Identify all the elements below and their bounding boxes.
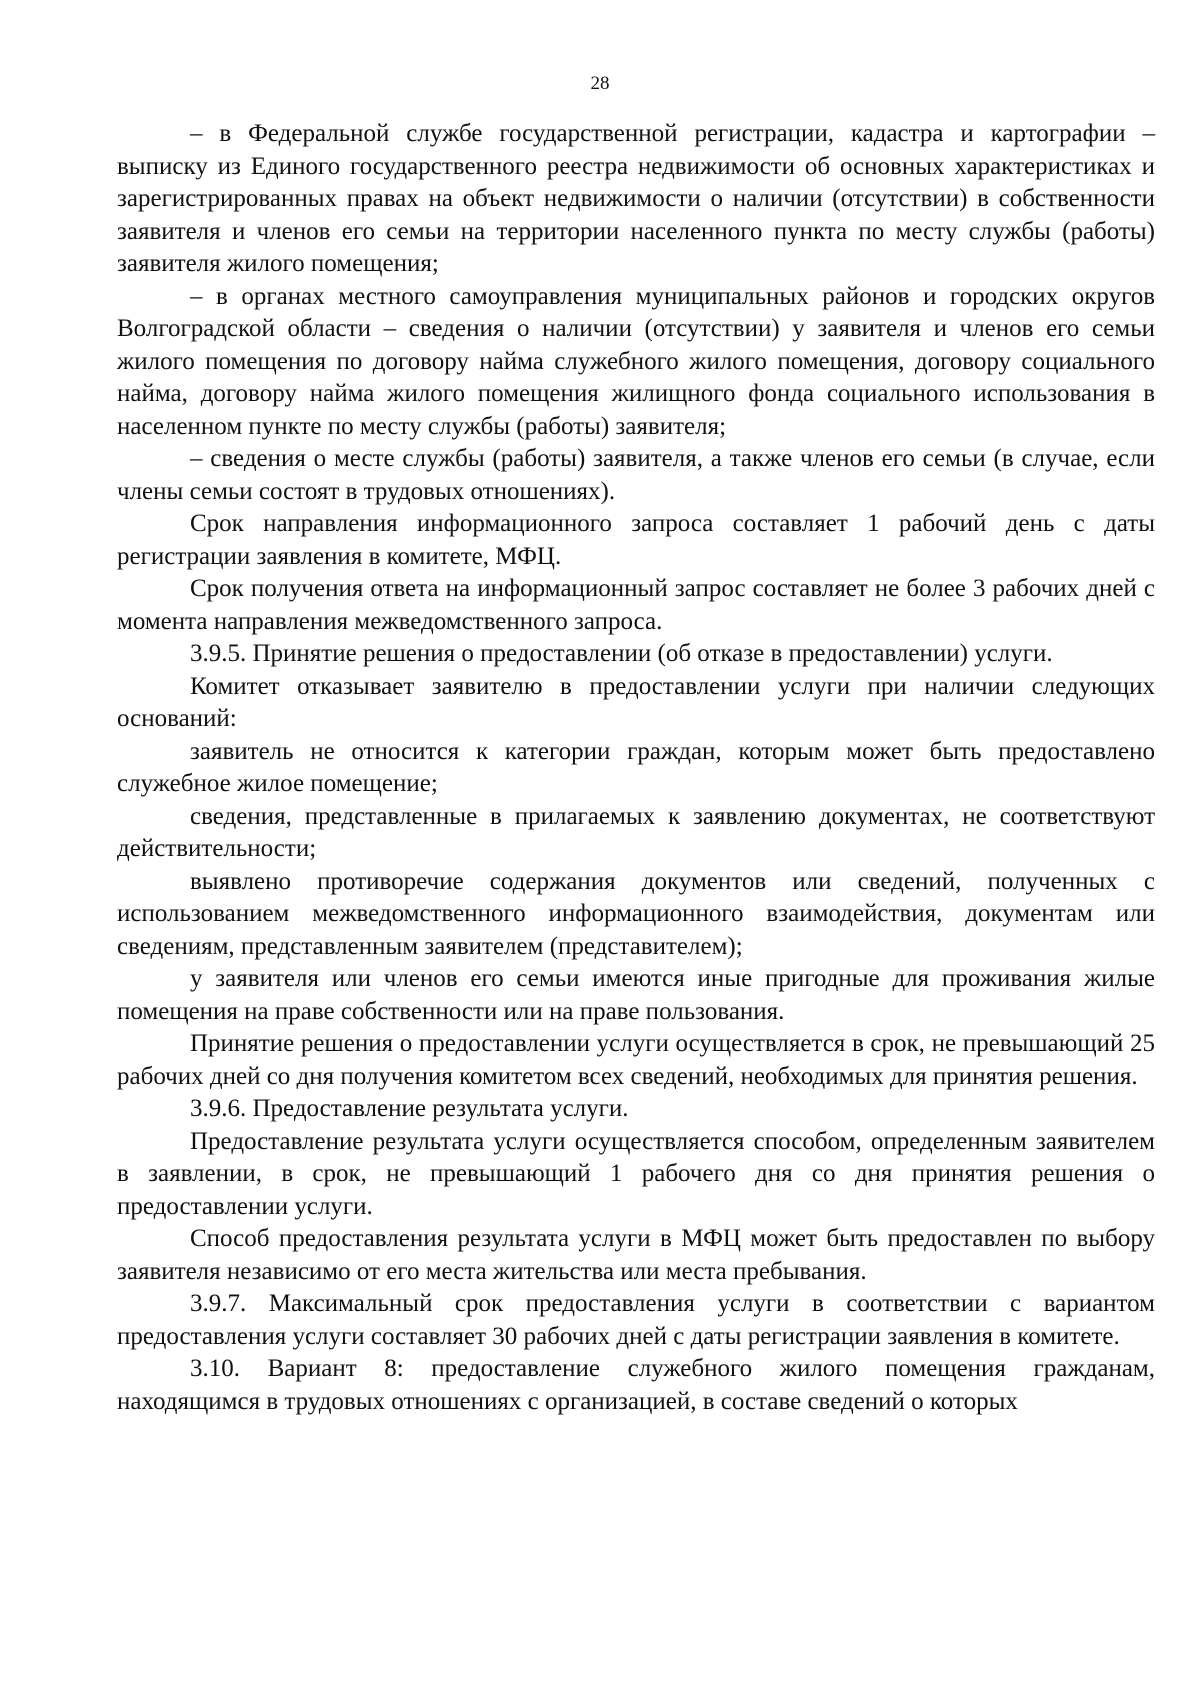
paragraph-mfc-delivery: Способ предоставления результата услуги в МФЦ может быть предоставлен по выбору заявителя независимо от его места жительства или места пребывания. [117, 1225, 1155, 1285]
paragraph-decision-deadline: Принятие решения о предоставлении услуги осуществляется в срок, не превышающий 25 рабочих дней со дня получения комитетом всех сведений, необходимых для принятия решения. [117, 1030, 1155, 1090]
refusal-ground-category: заявитель не относится к категории граждан, которым может быть предоставлено служебное жилое помещение; [117, 737, 1155, 797]
refusal-ground-other-housing: у заявителя или членов его семьи имеются иные пригодные для проживания жилые помещения на праве собственности или на праве пользования. [117, 965, 1155, 1025]
paragraph-workplace-info: – сведения о месте службы (работы) заявителя, а также членов его семьи (в случае, если члены семьи состоят в трудовых отношениях). [117, 445, 1155, 505]
refusal-ground-false-info: сведения, представленные в прилагаемых к заявлению документах, не соответствуют действительности; [117, 802, 1155, 862]
paragraph-refusal-grounds-intro: Комитет отказывает заявителю в предоставлении услуги при наличии следующих оснований: [117, 672, 1155, 732]
page-number: 28 [590, 73, 610, 94]
paragraph-response-deadline: Срок получения ответа на информационный запрос составляет не более 3 рабочих дней с момента направления межведомственного запроса. [117, 575, 1155, 635]
document-body [117, 118, 1155, 1418]
paragraph-local-government-info: – в органах местного самоуправления муниципальных районов и городских округов Волгоградской области – сведения о наличии (отсутствии) у заявителя и членов его семьи жилого помещения по договору найма служебного жилого помещения, договору социального найма, договору найма жилого помещения жилищного фонда социального использования в населенном пункте по месту службы (работы) заявителя; [117, 282, 1155, 440]
section-3-10-variant-8: 3.10. Вариант 8: предоставление служебного жилого помещения гражданам, находящимся в трудовых отношениях с организацией, в составе сведений о которых [117, 1355, 1155, 1415]
section-3-9-5-heading: 3.9.5. Принятие решения о предоставлении (об отказе в предоставлении) услуги. [190, 640, 1053, 667]
paragraph-rosreestr-extract: – в Федеральной службе государственной регистрации, кадастра и картографии – выписку из Единого государственного реестра недвижимости об основных характеристиках и зарегистрированных правах на объект недвижимости о наличии (отсутствии) в собственности заявителя и членов его семьи на территории населенного пункта по месту службы (работы) заявителя жилого помещения; [117, 120, 1155, 277]
section-3-9-7-max-term: 3.9.7. Максимальный срок предоставления услуги в соответствии с вариантом предоставления услуги составляет 30 рабочих дней с даты регистрации заявления в комитете. [117, 1290, 1155, 1350]
section-3-9-6-heading: 3.9.6. Предоставление результата услуги. [190, 1095, 629, 1122]
refusal-ground-contradiction: выявлено противоречие содержания документов или сведений, полученных с использованием межведомственного информационного взаимодействия, документам или сведениям, представленным заявителем (представителем); [117, 867, 1155, 960]
paragraph-request-deadline: Срок направления информационного запроса составляет 1 рабочий день с даты регистрации заявления в комитете, МФЦ. [117, 510, 1155, 570]
paragraph-result-delivery: Предоставление результата услуги осуществляется способом, определенным заявителем в заявлении, в срок, не превышающий 1 рабочего дня со дня принятия решения о предоставлении услуги. [117, 1127, 1155, 1220]
